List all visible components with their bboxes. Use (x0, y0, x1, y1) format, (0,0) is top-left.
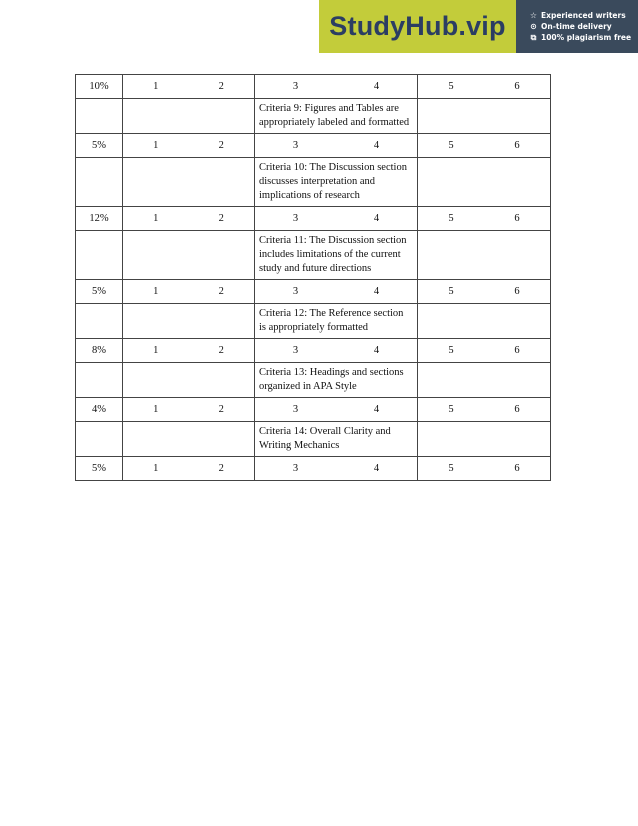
weight-value: 8% (92, 345, 106, 356)
feature-text: Experienced writers (541, 10, 626, 20)
empty-cell (418, 363, 551, 398)
feature-item (529, 22, 638, 31)
score-cell-1-2 (123, 134, 255, 158)
score-cell-3-4 (255, 457, 418, 481)
score-6: 6 (514, 404, 520, 415)
score-5: 5 (448, 286, 454, 297)
score-cell-1-2 (123, 457, 255, 481)
score-cell-3-4 (255, 398, 418, 422)
criteria-cell (255, 99, 418, 134)
score-row (76, 339, 551, 363)
score-3: 3 (292, 404, 299, 415)
empty-cell (76, 158, 123, 207)
score-5: 5 (448, 213, 454, 224)
criteria-text: Criteria 14: Overall Clarity and Writing Mechanics (259, 426, 391, 451)
empty-cell (76, 304, 123, 339)
score-5: 5 (448, 81, 454, 92)
empty-cell (418, 422, 551, 457)
score-3: 3 (292, 213, 299, 224)
weight-cell (76, 280, 123, 304)
score-4: 4 (373, 404, 380, 415)
feature-text: On-time delivery (541, 21, 612, 31)
weight-value: 5% (92, 140, 106, 151)
brand-logo[interactable] (319, 0, 516, 53)
score-1: 1 (153, 286, 159, 297)
score-cell-3-4 (255, 339, 418, 363)
weight-value: 10% (89, 81, 109, 92)
score-1: 1 (153, 213, 159, 224)
score-1: 1 (153, 140, 159, 151)
score-3: 3 (292, 463, 299, 474)
empty-cell (123, 363, 255, 398)
criteria-row (76, 158, 551, 207)
score-5: 5 (448, 463, 454, 474)
feature-item (529, 33, 638, 43)
criteria-cell (255, 158, 418, 207)
score-cell-5-6 (418, 134, 551, 158)
weight-value: 12% (89, 213, 109, 224)
empty-cell (76, 363, 123, 398)
score-row (76, 457, 551, 481)
empty-cell (123, 304, 255, 339)
score-4: 4 (373, 286, 380, 297)
score-1: 1 (153, 463, 159, 474)
feature-text: 100% plagiarism free (541, 33, 632, 42)
rubric-table (75, 74, 551, 481)
weight-value: 5% (92, 286, 106, 297)
criteria-text: Criteria 9: Figures and Tables are appropriately labeled and formatted (259, 103, 410, 128)
weight-value: 5% (92, 463, 106, 474)
copy-icon: ⧉ (530, 32, 537, 42)
empty-cell (418, 231, 551, 280)
score-cell-5-6 (418, 339, 551, 363)
criteria-text: Criteria 13: Headings and sections organized in APA Style (259, 367, 404, 392)
score-cell-1-2 (123, 75, 255, 99)
criteria-cell (255, 422, 418, 457)
empty-cell (123, 422, 255, 457)
clock-icon: ⊙ (530, 21, 537, 31)
score-2: 2 (218, 213, 224, 224)
empty-cell (76, 99, 123, 134)
criteria-row (76, 304, 551, 339)
criteria-text: Criteria 10: The Discussion section discusses interpretation and implications of research (259, 162, 407, 201)
score-4: 4 (373, 463, 380, 474)
score-2: 2 (218, 345, 224, 356)
score-cell-3-4 (255, 207, 418, 231)
score-cell-1-2 (123, 339, 255, 363)
score-4: 4 (373, 213, 380, 224)
score-3: 3 (292, 286, 299, 297)
empty-cell (123, 158, 255, 207)
star-icon: ☆ (529, 10, 538, 20)
criteria-text: Criteria 12: The Reference section is appropriately formatted (259, 308, 404, 333)
empty-cell (76, 422, 123, 457)
score-6: 6 (514, 81, 520, 92)
score-1: 1 (153, 81, 159, 92)
brand-name: StudyHub.vip (329, 11, 506, 41)
score-2: 2 (218, 140, 224, 151)
score-row (76, 134, 551, 158)
feature-list (516, 0, 638, 53)
score-cell-5-6 (418, 75, 551, 99)
score-6: 6 (514, 463, 520, 474)
score-2: 2 (218, 404, 224, 415)
criteria-row (76, 363, 551, 398)
criteria-text: Criteria 11: The Discussion section includes limitations of the current study and future directions (259, 235, 407, 274)
empty-cell (123, 231, 255, 280)
score-cell-3-4 (255, 134, 418, 158)
score-cell-1-2 (123, 398, 255, 422)
score-row (76, 75, 551, 99)
score-row (76, 280, 551, 304)
score-5: 5 (448, 345, 454, 356)
score-cell-3-4 (255, 280, 418, 304)
score-row (76, 207, 551, 231)
score-cell-1-2 (123, 280, 255, 304)
score-2: 2 (218, 286, 224, 297)
weight-cell (76, 339, 123, 363)
criteria-row (76, 231, 551, 280)
score-4: 4 (373, 140, 380, 151)
score-cell-5-6 (418, 207, 551, 231)
weight-cell (76, 457, 123, 481)
score-2: 2 (218, 463, 224, 474)
score-2: 2 (218, 81, 224, 92)
score-cell-5-6 (418, 280, 551, 304)
score-1: 1 (153, 404, 159, 415)
score-4: 4 (373, 81, 380, 92)
score-cell-1-2 (123, 207, 255, 231)
score-5: 5 (448, 140, 454, 151)
score-6: 6 (514, 140, 520, 151)
score-cell-5-6 (418, 398, 551, 422)
weight-cell (76, 207, 123, 231)
criteria-cell (255, 231, 418, 280)
score-6: 6 (514, 286, 520, 297)
empty-cell (418, 99, 551, 134)
weight-cell (76, 398, 123, 422)
weight-cell (76, 134, 123, 158)
criteria-row (76, 99, 551, 134)
studyhub-banner[interactable] (319, 0, 638, 53)
score-6: 6 (514, 345, 520, 356)
weight-value: 4% (92, 404, 106, 415)
empty-cell (76, 231, 123, 280)
score-4: 4 (373, 345, 380, 356)
criteria-cell (255, 363, 418, 398)
score-6: 6 (514, 213, 520, 224)
score-cell-3-4 (255, 75, 418, 99)
score-cell-5-6 (418, 457, 551, 481)
empty-cell (123, 99, 255, 134)
weight-cell (76, 75, 123, 99)
score-3: 3 (292, 81, 299, 92)
criteria-row (76, 422, 551, 457)
criteria-cell (255, 304, 418, 339)
feature-item (529, 11, 638, 20)
score-3: 3 (292, 140, 299, 151)
score-3: 3 (292, 345, 299, 356)
empty-cell (418, 304, 551, 339)
empty-cell (418, 158, 551, 207)
score-5: 5 (448, 404, 454, 415)
score-row (76, 398, 551, 422)
score-1: 1 (153, 345, 159, 356)
